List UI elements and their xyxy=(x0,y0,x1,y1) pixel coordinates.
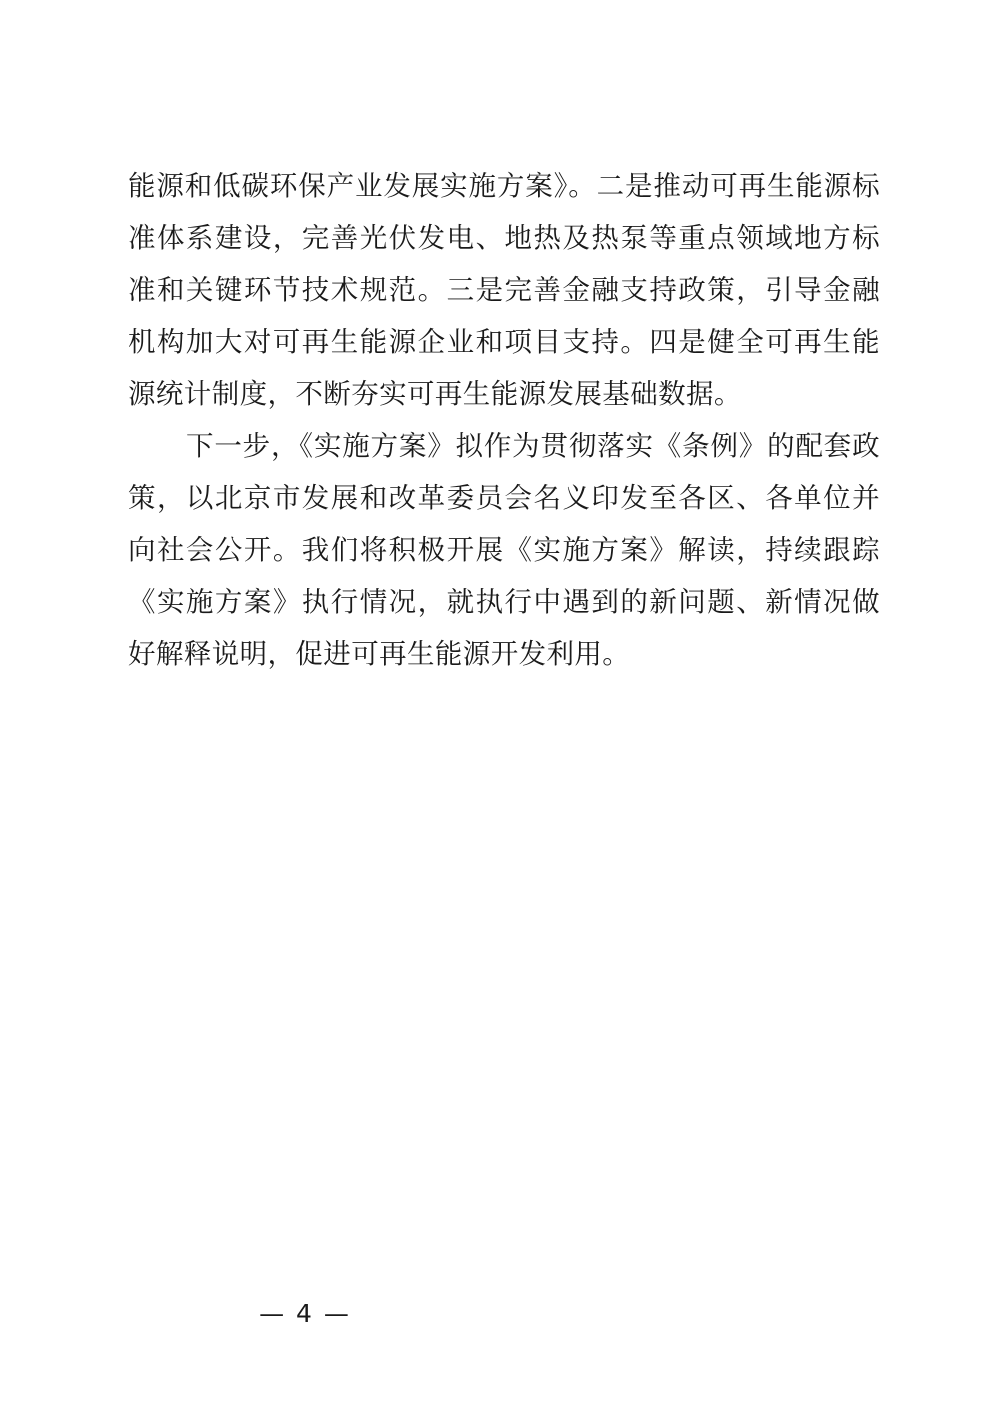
page-number: — 4 — xyxy=(259,1299,351,1328)
page-footer xyxy=(0,1299,1000,1328)
paragraph-1: 能源和低碳环保产业发展实施方案》。二是推动可再生能源标准体系建设，完善光伏发电、地热及热泵等重点领域地方标准和关键环节技术规范。三是完善金融支持政策，引导金融机构加大对可再生能源企业和项目支持。四是健全可再生能源统计制度，不断夯实可再生能源发展基础数据。 xyxy=(128,170,880,410)
page-body xyxy=(128,160,880,680)
paragraph-2: 下一步，《实施方案》拟作为贯彻落实《条例》的配套政策，以北京市发展和改革委员会名义印发至各区、各单位并向社会公开。我们将积极开展《实施方案》解读，持续跟踪《实施方案》执行情况，就执行中遇到的新问题、新情况做好解释说明，促进可再生能源开发利用。 xyxy=(128,430,880,670)
